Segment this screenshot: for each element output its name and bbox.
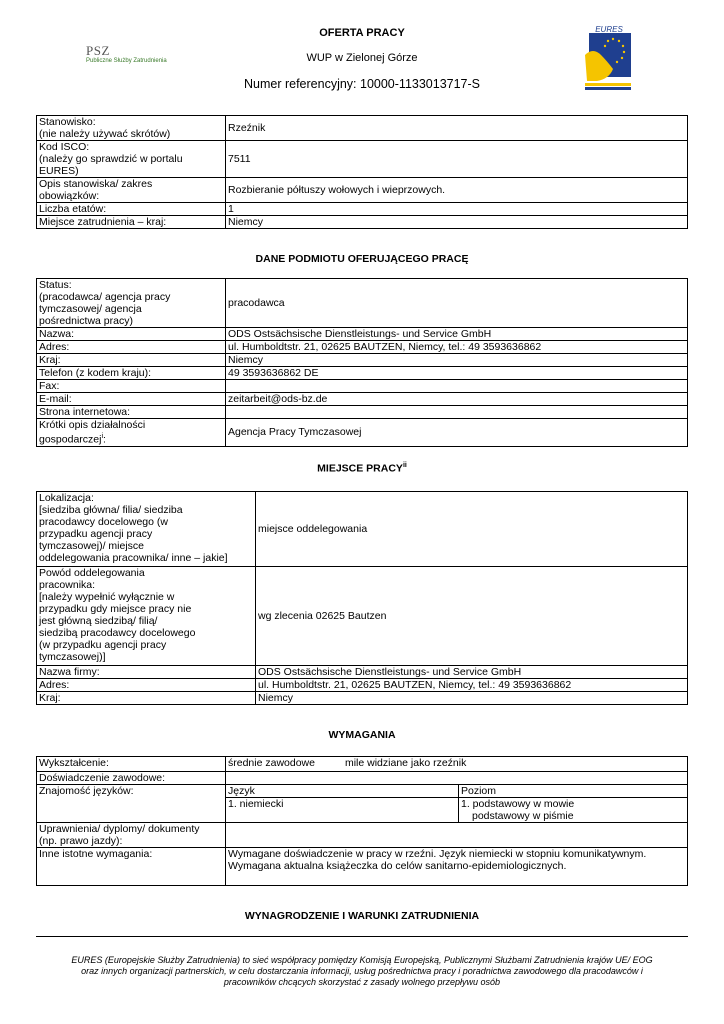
- email-value[interactable]: zeitarbeit@ods-bz.de: [226, 393, 688, 406]
- etaty-value: 1: [226, 203, 688, 216]
- telefon-value: 49 3593636862 DE: [226, 367, 688, 380]
- fax-label: Fax:: [37, 380, 226, 393]
- table-row: [37, 419, 688, 447]
- table-row: [37, 772, 688, 785]
- table-row: [37, 328, 688, 341]
- table-row: [37, 367, 688, 380]
- powod-label: Powód oddelegowania pracownika: [należy wypełnić wyłącznie w przypadku gdy miejsce pracy nie jest główną siedzibą/ filią/ siedzibą pracodawcy docelowego (w przypadku agencji pracy tymczasowej)]: [37, 567, 256, 666]
- stanowisko-value: Rzeźnik: [226, 116, 688, 141]
- table-row: [37, 141, 688, 178]
- www-label: Strona internetowa:: [37, 406, 226, 419]
- nazwa-value: ODS Ostsächsische Dienstleistungs- und Service GmbH: [226, 328, 688, 341]
- table-row: [37, 666, 688, 679]
- jezyk-header: Język: [226, 785, 459, 798]
- table-row: [37, 785, 688, 798]
- job-table: [36, 115, 688, 229]
- firma-value: ODS Ostsächsische Dienstleistungs- und Service GmbH: [256, 666, 688, 679]
- adres-value: ul. Humboldtstr. 21, 02625 BAUTZEN, Niemcy, tel.: 49 3593636862: [226, 341, 688, 354]
- table-row: [37, 823, 688, 848]
- opis-label: Opis stanowiska/ zakres obowiązków:: [37, 178, 226, 203]
- psz-logo-tagline: Publiczne Służby Zatrudnienia: [86, 58, 167, 64]
- table-row: [37, 692, 688, 705]
- wyksztalcenie-value: średnie zawodowe mile widziane jako rzeźnik: [226, 757, 688, 772]
- poziom-header: Poziom: [459, 785, 688, 798]
- doswiadczenie-label: Doświadczenie zawodowe:: [37, 772, 226, 785]
- employer-section-title: DANE PODMIOTU OFERUJĄCEGO PRACĘ: [255, 253, 469, 265]
- email-label: E-mail:: [37, 393, 226, 406]
- dzialalnosc-value: Agencja Pracy Tymczasowej: [226, 419, 688, 447]
- office-name: WUP w Zielonej Górze: [306, 52, 418, 64]
- table-row: [37, 393, 688, 406]
- eures-logo-text: EURES: [595, 25, 623, 34]
- doswiadczenie-value: [226, 772, 688, 785]
- psz-logo: [86, 45, 167, 65]
- reference-number: Numer referencyjny: 10000-1133013717-S: [243, 77, 481, 91]
- table-row: [37, 354, 688, 367]
- table-row: [37, 116, 688, 141]
- jezyk-value: 1. niemiecki: [226, 798, 459, 823]
- table-row: [37, 380, 688, 393]
- nazwa-label: Nazwa:: [37, 328, 226, 341]
- salary-section-title: WYNAGRODZENIE I WARUNKI ZATRUDNIENIA: [244, 910, 480, 922]
- table-row: [37, 216, 688, 229]
- requirements-table: [36, 756, 688, 886]
- kraj-label: Miejsce zatrudnienia – kraj:: [37, 216, 226, 229]
- workplace-table: [36, 491, 688, 705]
- isco-value: 7511: [226, 141, 688, 178]
- jezyki-label: Znajomość języków:: [37, 785, 226, 823]
- eures-logo: [583, 25, 635, 93]
- wyksztalcenie-label: Wykształcenie:: [37, 757, 226, 772]
- fax-value: [226, 380, 688, 393]
- firma-label: Nazwa firmy:: [37, 666, 256, 679]
- dzialalnosc-label: Krótki opis działalności gospodarczej$^i$:: [37, 419, 226, 447]
- footer-note: EURES (Europejskie Służby Zatrudnienia) to sieć współpracy pomiędzy Komisją Europejską, Publicznymi Służbami Zatrudnienia krajów UE/ EOG oraz innych organizacji partnerskich, w celu dostarczania informacji, usług pośrednictwa pracy i poradnictwa zawodowego dla pracodawców i pracowników chcących skorzystać z zasady wolnego przepływu osób: [71, 955, 653, 987]
- status-value: pracodawca: [226, 279, 688, 328]
- table-row: [37, 492, 688, 567]
- table-row: [37, 848, 688, 886]
- inne-value: Wymagane doświadczenie w pracy w rzeźni. Język niemiecki w stopniu komunikatywnym. Wymagana aktualna książeczka do celów sanitarno-epidemiologicznych.: [226, 848, 688, 886]
- uprawnienia-label: Uprawnienia/ dyplomy/ dokumenty (np. prawo jazdy):: [37, 823, 226, 848]
- uprawnienia-value: [226, 823, 688, 848]
- document-title: OFERTA PRACY: [319, 27, 405, 39]
- adres-label: Adres:: [37, 341, 226, 354]
- etaty-label: Liczba etatów:: [37, 203, 226, 216]
- stanowisko-label: Stanowisko: (nie należy używać skrótów): [37, 116, 226, 141]
- opis-value: Rozbieranie półtuszy wołowych i wieprzowych.: [226, 178, 688, 203]
- table-row: [37, 341, 688, 354]
- status-label: Status: (pracodawca/ agencja pracy tymczasowej/ agencja pośrednictwa pracy): [37, 279, 226, 328]
- employer-table: [36, 278, 688, 447]
- powod-value: wg zlecenia 02625 Bautzen: [256, 567, 688, 666]
- adres-value: ul. Humboldtstr. 21, 02625 BAUTZEN, Niemcy, tel.: 49 3593636862: [256, 679, 688, 692]
- table-row: [37, 406, 688, 419]
- table-row: [37, 679, 688, 692]
- table-row: [37, 203, 688, 216]
- workplace-section-title: MIEJSCE PRACY$^{ii}$: [317, 462, 407, 475]
- lokalizacja-value: miejsce oddelegowania: [256, 492, 688, 567]
- inne-label: Inne istotne wymagania:: [37, 848, 226, 886]
- kraj-value: Niemcy: [256, 692, 688, 705]
- lokalizacja-label: Lokalizacja: [siedziba główna/ filia/ siedziba pracodawcy docelowego (w przypadku agencji pracy tymczasowej)/ miejsce oddelegowania pracownika/ inne – jakie]: [37, 492, 256, 567]
- kraj-label: Kraj:: [37, 692, 256, 705]
- kraj-label: Kraj:: [37, 354, 226, 367]
- footer-divider: [36, 936, 688, 937]
- requirements-section-title: WYMAGANIA: [328, 729, 396, 741]
- isco-label: Kod ISCO: (należy go sprawdzić w portalu EURES): [37, 141, 226, 178]
- kraj-value: Niemcy: [226, 354, 688, 367]
- table-row: [37, 567, 688, 666]
- poziom-value: 1. podstawowy w mowie podstawowy w piśmie: [459, 798, 688, 823]
- table-row: [37, 279, 688, 328]
- table-row: [37, 178, 688, 203]
- table-row: [37, 757, 688, 772]
- kraj-value: Niemcy: [226, 216, 688, 229]
- psz-logo-text: PSZ: [86, 43, 110, 58]
- www-value: [226, 406, 688, 419]
- adres-label: Adres:: [37, 679, 256, 692]
- telefon-label: Telefon (z kodem kraju):: [37, 367, 226, 380]
